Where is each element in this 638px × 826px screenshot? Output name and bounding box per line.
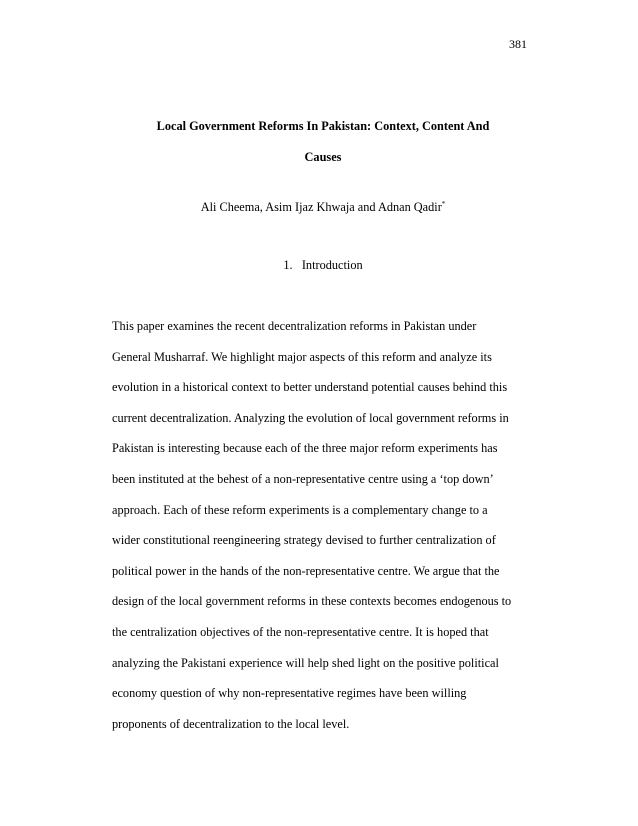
paragraph-line: economy question of why non-representative regimes have been willing <box>112 686 467 701</box>
paragraph-line: design of the local government reforms in these contexts becomes endogenous to <box>112 594 512 609</box>
title-line: Causes <box>304 150 342 164</box>
paragraph-line: General Musharraf. We highlight major aspects of this reform and analyze its <box>112 349 492 364</box>
paragraph-line: analyzing the Pakistani experience will help shed light on the positive political <box>112 655 499 670</box>
paragraph-line: wider constitutional reengineering strategy devised to further centralization of <box>112 533 496 548</box>
paragraph-line: political power in the hands of the non-representative centre. We argue that the <box>112 563 500 578</box>
title-line: Local Government Reforms In Pakistan: Context, Content And <box>156 119 490 133</box>
introduction-paragraph <box>112 311 536 739</box>
section-heading <box>112 258 534 273</box>
paragraph-line: proponents of decentralization to the local level. <box>112 716 350 731</box>
paragraph-line: the centralization objectives of the non-representative centre. It is hoped that <box>112 624 489 639</box>
author-list <box>112 200 534 215</box>
paragraph-line: current decentralization. Analyzing the evolution of local government reforms in <box>112 410 509 425</box>
author-footnote-mark: * <box>441 199 446 208</box>
paper-title <box>112 111 534 173</box>
paragraph-line: evolution in a historical context to better understand potential causes behind this <box>112 380 508 395</box>
section-number: 1. <box>283 258 293 272</box>
paragraph-line: approach. Each of these reform experiments is a complementary change to a <box>112 502 488 517</box>
section-title: Introduction <box>301 258 363 272</box>
paragraph-line: been instituted at the behest of a non-representative centre using a ‘top down’ <box>112 471 494 486</box>
page-number: 381 <box>509 37 527 51</box>
author-names: Ali Cheema, Asim Ijaz Khwaja and Adnan Qadir <box>200 200 442 214</box>
paragraph-line: This paper examines the recent decentralization reforms in Pakistan under <box>112 319 477 333</box>
paragraph-line: Pakistan is interesting because each of the three major reform experiments has <box>112 441 498 456</box>
